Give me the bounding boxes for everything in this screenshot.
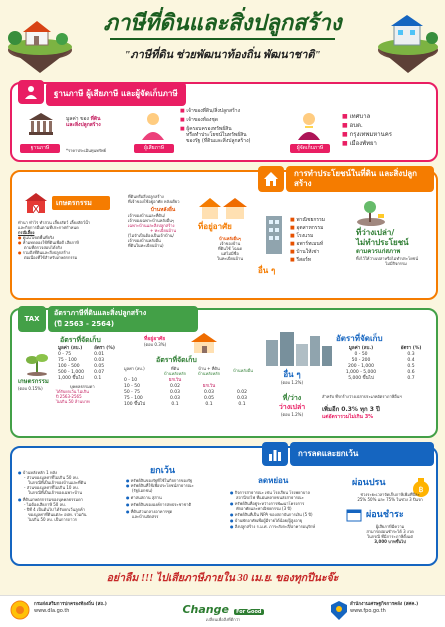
other-item: ■ พาณิชยกรรม: [290, 217, 326, 223]
other-item: ■ บ้านให้เช่า: [290, 249, 320, 255]
page-subtitle: "ภาษีที่ดิน ช่วยพัฒนาท้องถิ่น พัฒนาชาติ": [124, 49, 321, 61]
res-col-a-sub: บ้านหลังหลัก: [163, 371, 187, 376]
payer-list: [180, 108, 300, 144]
residential-desc: [128, 194, 198, 248]
res-line: ที่ดินหรือสิ่งปลูกสร้าง: [128, 194, 164, 199]
res-line: + ทะเบียนบ้าน: [150, 228, 176, 233]
vacant-title-3: ตามควรแก่สภาพ: [356, 248, 401, 255]
agri-line: ● รวมถึงที่ดินและสิ่งปลูกสร้าง: [18, 250, 70, 255]
reduction-line: - ไม่ต้องเสียภาษี 50 ลบ.: [24, 502, 66, 507]
reduce-title: ลดหย่อน: [258, 476, 289, 485]
agri-line: ● ห้ามทดลองใช้ที่ดินเพื่อดี เสียภาษี: [18, 240, 79, 245]
reduction-line: ไม่เกิน 50 ลบ. เป็นการถาวร: [28, 517, 77, 522]
logo-subtext: เปลี่ยนเพื่อสิ่งที่ดีกว่า: [205, 617, 241, 622]
change-for-good-logo: [178, 598, 268, 623]
reduce-item: ● สิ่งปลูกสร้าง ร.ม.ศ. ภาระสังกะสี/อาคารอนุรักษ์: [230, 524, 316, 529]
table-row: 0 - 10 ยกเว้น: [122, 378, 258, 384]
relief-list: [346, 492, 434, 502]
plant-icon: [24, 350, 50, 376]
table-row: 200 - 1,000 0.5: [348, 364, 415, 369]
res-col-c: บ้านหลังอื่น: [233, 368, 253, 373]
base-desc-3: ที่ดิน: [90, 116, 101, 122]
section3-title: อัตราภาษีที่ดินและสิ่งปลูกสร้าง: [54, 309, 147, 317]
base-desc-1: มูลค่า: [66, 116, 79, 122]
res-exempt-b: ยกเว้น: [202, 384, 216, 389]
res-col-b-label: บ้าน + ที่ดิน: [198, 366, 220, 371]
res-second-title: บ้านหลังอื่น: [150, 207, 176, 213]
res-line: ที่เจ้าของใช้อยู่อาศัย หลังเดียว: [128, 199, 180, 204]
collector-item: ■ เทศบาล: [342, 113, 371, 120]
table-row: 50 - 75 0.03 0.03 0.02: [124, 390, 248, 395]
agri-exempt-line: ได้รับยกเว้น ไม่เกิน: [56, 389, 89, 394]
other-rate-note: สำหรับ ที่รกร้างว่างเปล่าประเภทอัตราภาษีอื่นฯ: [322, 394, 402, 399]
reduce-item: ● ทรัพย์สินที่อยู่ระหว่างการพัฒนาโครงการ: [230, 501, 305, 506]
exempt-list: [126, 478, 226, 519]
collector-item: ■ กรุงเทพมหานคร: [342, 131, 392, 138]
payer-person-icon: [140, 112, 166, 140]
exempt-title: ยกเว้น: [150, 466, 176, 476]
footer-left: [34, 602, 154, 615]
res-house-icon: [190, 332, 218, 354]
collector-item: ■ อบต.: [342, 122, 363, 129]
agri-rate-note: (ตอบ 0.15%): [18, 386, 43, 391]
res-col-b: [192, 366, 226, 376]
res-right-line: ในทะเบียนบ้าน: [217, 256, 243, 261]
section2-title: การทำประโยชน์ในที่ดิน และสิ่งปลูกสร้าง: [286, 166, 434, 192]
res-rate-top-label: ที่อยู่อาศัย: [144, 336, 166, 342]
other-rate-label-main: อื่น ๆ: [283, 370, 301, 379]
person-icon: [24, 85, 38, 99]
bar-chart-icon: [268, 447, 282, 461]
exempt-item: ● ศาสนสถาน สุสาน: [126, 495, 162, 500]
agri-rate-title: อัตราที่จัดเก็บ: [60, 336, 101, 344]
svg-text:฿: ฿: [418, 485, 424, 494]
vacant-title-2: ไม่ทำประโยชน์: [356, 238, 409, 247]
agri-rate-label: เกษตรกรรม: [18, 378, 49, 385]
table-row: 75 - 100 0.03: [58, 358, 105, 363]
table-row: 0 - 75 0.01: [58, 352, 105, 357]
res-rate-title: อัตราที่จัดเก็บ: [156, 356, 197, 364]
reduction-line: ● ที่ดินเกษตรกรรมของบุคคลธรรมดา: [18, 497, 83, 502]
table-row: 1,000 - 5,000 0.6: [345, 370, 415, 375]
reduce-item: สถานีรถไฟ ที่แผ่นหลายขนส่งสาธารณะ: [236, 495, 304, 500]
deadline-banner: อย่าลืม !!! ไปเสียภาษีภายใน 30 เม.ย. ของทุกปีนะจ๊ะ: [106, 573, 339, 584]
payer-label: ผู้เสียภาษี: [134, 144, 174, 153]
reduction-line: - ส่วนของมูลค่าที่ไม่เกิน 50 ลบ.: [24, 475, 79, 480]
agri-line: และกิจการอื่นตามที่ประกาศกำหนด: [18, 225, 79, 230]
reduction-line: ในกรณีที่เป็นเจ้าของเฉพาะบ้าน: [28, 490, 82, 495]
reduce-item: พักอาศัยและพาณิชยกรรม (3 ปี): [236, 506, 292, 511]
section3-header-icon: [18, 306, 46, 332]
footer-right-url[interactable]: www.fpo.go.th: [350, 608, 386, 614]
exempt-item: ● ทรัพย์สินที่ใช้เพื่อประโยชน์สาธารณะ: [126, 483, 194, 488]
footer-left-org: กรมส่งเสริมการปกครองท้องถิ่น (สถ.): [34, 602, 107, 607]
reduction-line: ● บ้านหลังหลัก 1 หลัง: [18, 470, 57, 475]
pay-line: ในกรณี ที่มีภาระภาษีตั้งแต่: [367, 534, 413, 539]
res-rate-top-note: (ตอบ 0.3%): [144, 342, 167, 347]
other-rate-table: [332, 346, 432, 382]
agriculture-title: เกษตรกรรม: [52, 196, 110, 210]
agri-rate-table: [56, 346, 122, 382]
vacant-rate-label-1: ที่/ว่าง: [282, 394, 302, 402]
res-exempt-a: ยกเว้น: [168, 378, 182, 383]
exempt-item: (รัฐ/เอกชน): [132, 488, 153, 493]
res-col-a-label: ที่ดิน: [171, 366, 179, 371]
title-underline: [110, 38, 335, 40]
table-row: 50 - 200 0.4: [351, 358, 415, 363]
collector-item: ■ เมืองพัทยา: [342, 140, 377, 147]
table-row: 10 - 50 0.02 ยกเว้น: [124, 384, 216, 389]
exempt-item: ● ทรัพย์สินของรัฐที่ใช้ในกิจการของรัฐ: [126, 478, 193, 483]
table-row: 100 - 500 0.05: [58, 364, 105, 369]
res-col-b-sub: บ้านหลังหลัก: [197, 371, 221, 376]
relief-line: 25% 50% และ 75% ในช่วง 3 ปีแรก: [357, 497, 423, 502]
section1-title: ฐานภาษี ผู้เสียภาษี และผู้จัดเก็บภาษี: [46, 82, 186, 106]
section4-header-icon: [262, 442, 288, 466]
other-rate-label-note: (ตอบ 1.2%): [280, 380, 304, 385]
collector-person-icon: [296, 112, 322, 140]
header: [0, 0, 445, 80]
exempt-item: และบ้านจัดสรร: [132, 514, 159, 519]
vacant-land-icon: [356, 200, 386, 226]
other-item: ■ โรงแรม: [290, 233, 314, 239]
res-right-title: บ้านหลังอื่นๆ: [219, 236, 241, 241]
res-col-a: [158, 366, 192, 376]
base-note: *ราคาประเมินทุนทรัพย์: [66, 148, 107, 153]
section3-title-bar: [48, 306, 198, 332]
increase-line-2: แต่อัตรารวมไม่เกิน 3%: [322, 414, 374, 420]
vacant-rate-label: [270, 394, 314, 417]
payer-item: ของรัฐ (ที่ดินและสิ่งปลูกสร้าง): [186, 138, 251, 144]
page-title: ภาษีที่ดินและสิ่งปลูกสร้าง: [103, 10, 342, 35]
res-rate-head: มูลค่า (ลบ.): [124, 366, 145, 371]
section1-header-icon: [18, 80, 44, 104]
other-rate-title: อัตราที่จัดเก็บ: [336, 334, 383, 343]
table-row: 500 - 1,000 0.07: [58, 370, 105, 375]
barn-icon: [24, 192, 48, 214]
agri-line: ● ดูแนวเขตพื้นที่จริง: [18, 235, 55, 240]
table-row: 100 ขึ้นไป 0.1 0.1 0.1: [124, 402, 246, 407]
city-skyline-icon: [264, 326, 334, 366]
tax-base-label: ฐานภาษี: [20, 144, 60, 153]
reduction-line: ของมูลค่าที่ดินแต่ละ อปท. รวมกัน: [28, 512, 87, 517]
payer-item: ■ ผู้ครอบครองทรัพย์สิน: [180, 126, 232, 132]
res-right-line: เจ้าของบ้าน: [219, 241, 241, 246]
dla-logo: [10, 600, 30, 620]
fpo-logo: [330, 600, 348, 620]
increase-line-1: เพิ่มอีก 0.3% ทุก 3 ปี: [322, 406, 380, 413]
increase-note: [322, 406, 436, 421]
tax-base-desc: [66, 116, 126, 128]
other-use-list: [290, 216, 350, 264]
res-rate-top: [144, 336, 166, 347]
relief-title: ผ่อนปรน: [352, 478, 386, 488]
res-line: เจ้าของเฉพาะบ้านหลังอื่นๆ: [128, 218, 175, 223]
footer-right: [350, 602, 442, 615]
footer-right-org: สำนักงานเศรษฐกิจการคลัง (สศค.): [350, 602, 419, 607]
reduce-item: ● บ้านพักอาศัยเพื่อผู้มีรายได้น้อย/ผู้สูงอายุ: [230, 518, 303, 523]
vacant-title-1: ที่ว่างเปล่า/: [356, 228, 395, 237]
reduction-line: - ปีที่ 4 เป็นต้นไป ได้รับยกเว้นลูกค้า: [24, 507, 85, 512]
houses-icon: [198, 196, 248, 220]
agri-exempt-note: [56, 384, 126, 404]
tax-sign-icon: TAX: [24, 315, 40, 323]
payer-item: ■ เจ้าของที่ดิน/สิ่งปลูกสร้าง: [180, 108, 241, 114]
pay-line: สามารถผ่อนชำระได้ 3 งวด: [366, 529, 414, 534]
res-line: เจ้าของบ้านและที่ดิน/: [128, 213, 166, 218]
exempt-item: ● ทรัพย์สินขององค์การสหประชาชาติ: [126, 502, 192, 507]
vacant-rate-label-3: (ตอบ 1.2%): [280, 412, 304, 417]
table-row: 1,000 ขึ้นไป 0.1: [58, 376, 102, 381]
pay-title: ผ่อนชำระ: [366, 510, 404, 520]
agriculture-desc: [18, 220, 118, 260]
other-label: อื่น ๆ: [258, 266, 276, 275]
table-row: 75 - 100 0.03 0.05 0.03: [124, 396, 248, 401]
base-desc-4: และสิ่งปลูกสร้าง: [66, 122, 101, 128]
section2-header-icon: [258, 166, 284, 192]
reduction-line: - ส่วนของมูลค่าที่ไม่เกิน 10 ลบ.: [24, 485, 79, 490]
other-item: ■ รีสอร์ท: [290, 257, 312, 263]
agri-exempt-line: ไม่เกิน 50 ล้านบาท: [56, 399, 90, 404]
agri-exempt-line: บุคคลธรรมดา: [70, 384, 95, 389]
vacant-line: ไม่มีกิจกรรม: [385, 261, 407, 266]
res-line: (ไม่จำเป็นต้องเป็นเจ้าบ้าน/: [128, 233, 174, 238]
residential-label: ที่อยู่อาศัย: [198, 222, 232, 231]
other-item: ■ อพาร์ทเมนท์: [290, 241, 324, 247]
vacant-title: [356, 228, 436, 266]
buildings-icon: [264, 210, 284, 254]
table-header: มูลค่า (ลบ.) อัตรา (%): [348, 346, 422, 351]
res-rate-table: [122, 378, 258, 408]
agri-line: กรณีเลี้ยง: [18, 230, 35, 235]
agri-line: ตามที่ตรวจสอบได้จริง: [24, 245, 62, 250]
res-line: เจ้าของบ้านหลังอื่น: [128, 238, 161, 243]
table-row: 0 - 50 0.3: [354, 352, 415, 357]
res-line: ที่ดินในทะเบียนบ้าน): [128, 243, 164, 248]
reduce-item: ● กิจการสาธารณะ เช่น โรงเรียน โรงพยาบาล: [230, 490, 310, 495]
collector-label: ผู้จัดเก็บภาษี: [290, 144, 330, 153]
section4-title: การลดและยกเว้น: [290, 442, 434, 466]
other-item: ■ อุตสาหกรรม: [290, 225, 324, 231]
reduce-list: [230, 490, 340, 529]
floating-island-right-image: [372, 5, 445, 75]
section3-period: (ปี 2563 - 2564): [54, 320, 115, 328]
agri-exempt-line: ปี 2563-2565: [56, 394, 82, 399]
floating-island-left-image: [0, 5, 80, 75]
table-row: 5,000 ขึ้นไป 0.7: [348, 376, 415, 381]
agri-line: ต่อเนื่องที่ใช้สำหรับเกษตรกรรม: [24, 255, 78, 260]
res-line: เฉพาะบ้านและสิ่งปลูกสร้าง: [128, 223, 175, 228]
pay-line: 3,000 บาทขึ้นไป: [374, 539, 406, 544]
calendar-icon: [346, 508, 362, 522]
reduction-line: ในกรณีที่เป็นเจ้าของบ้านและที่ดิน: [28, 480, 86, 485]
agri-line: ทำนา ทำไร่ ทำสวน เลี้ยงสัตว์ เลี้ยงสัตว์น้ำ: [18, 220, 91, 225]
collector-list: [342, 112, 432, 148]
logo-forgood-text: For Good: [236, 609, 262, 615]
res-right-line: ที่ดินใช้ โฉนด: [217, 246, 243, 251]
res-right-line: แต่ไม่มีชื่อ: [221, 251, 239, 256]
payer-item: หรือทำประโยชน์ในทรัพย์สิน: [186, 132, 247, 138]
logo-change-text: Change: [182, 603, 229, 616]
house-icon: [263, 171, 279, 187]
exempt-item: ● ที่ดินส่วนกลางอาคารชุด: [126, 509, 173, 514]
relief-line: ช่วงระยะเวลาจัดเก็บภาษีเพิ่มที่ปีละ: [360, 492, 420, 497]
vacant-line: ทิ้งไว้ให้ว่างเปล่าหรือไม่ทำประโยชน์: [356, 256, 418, 261]
pay-list: [346, 524, 434, 544]
vacant-rate-label-2: ว่างเปล่า: [278, 403, 306, 411]
other-rate-label: [272, 370, 312, 385]
reduce-item: ● ทรัพย์สินที่เป็น NPA ของสถาบันการเงิน (5 ปี): [230, 512, 313, 517]
payer-item: ■ เจ้าของห้องชุด: [180, 117, 219, 123]
footer-left-url[interactable]: www.dla.go.th: [34, 608, 70, 614]
pay-line: ผู้เสียภาษีมีความ: [375, 524, 405, 529]
residential-right: [202, 236, 258, 261]
reduction-left-list: [18, 470, 122, 522]
table-header: มูลค่า (ลบ.) อัตรา (%): [58, 346, 115, 351]
bank-building-icon: [28, 112, 54, 136]
base-desc-2: ของ: [80, 116, 89, 122]
